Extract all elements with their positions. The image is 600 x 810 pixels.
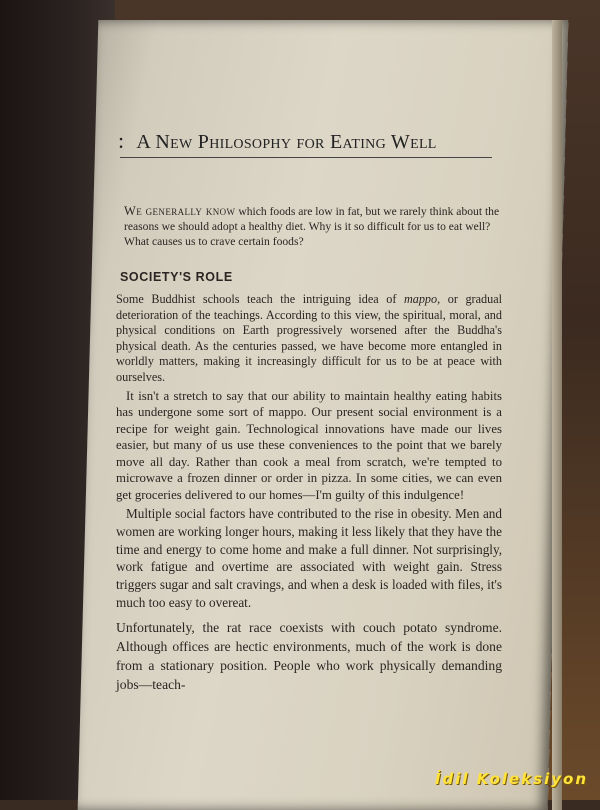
watermark: İdil Koleksiyon <box>434 770 588 788</box>
page-stack-edge <box>552 20 562 810</box>
intro-text: which foods are low in fat, but we rarely think about the reasons we should adopt a healthy diet. Why is it so difficult for us to eat well? What causes us to crave certain foods? <box>124 205 500 248</box>
heading-mark: : <box>118 128 125 153</box>
paragraph-1 <box>116 292 502 386</box>
section-title: SOCIETY'S ROLE <box>120 270 233 284</box>
paragraph-2: It isn't a stretch to say that our ability to maintain healthy eating habits has undergone some sort of mappo. Our present social environment is a recipe for weight gain. Technological innovations have made our lives easier, but many of us use these conveniences to the point that we barely move all day. Rather than cook a meal from scratch, we're tempted to microwave a frozen dinner or order in pizza. In some cities, we can even get groceries delivered to our homes—I'm guilty of this indulgence! <box>116 388 502 502</box>
body-text <box>116 292 502 694</box>
intro-lead: We generally know <box>124 204 236 218</box>
mappo-term: mappo <box>403 292 438 306</box>
paragraph-1-start: Some Buddhist schools teach the intriguing idea of <box>116 292 404 306</box>
chapter-heading <box>118 128 494 154</box>
paragraph-4: Unfortunately, the rat race coexists with couch potato syndrome. Although offices are hectic environments, much of the work is done from a stationary position. People who work physically demanding jobs—teach- <box>116 619 502 692</box>
intro-paragraph <box>124 204 504 249</box>
chapter-title: A New Philosophy for Eating Well <box>136 131 437 153</box>
heading-rule <box>120 157 492 158</box>
paragraph-3: Multiple social factors have contributed to the rise in obesity. Men and women are working longer hours, making it less likely that they have the time and energy to come home and make a full dinner. Not surprisingly, work fatigue and overtime are associated with weight gain. Stress triggers sugar and salt cravings, and when a desk is loaded with files, it's much too easy to overeat. <box>116 506 502 611</box>
paragraph-1-end: , or gradual deterioration of the teachings. According to this view, the spiritual, moral, and physical conditions on Earth progressively worsened after the Buddha's physical death. As the centuries passed, we have become more entangled in worldly matters, making it increasingly difficult for us to be at peace with ourselves. <box>116 292 502 384</box>
